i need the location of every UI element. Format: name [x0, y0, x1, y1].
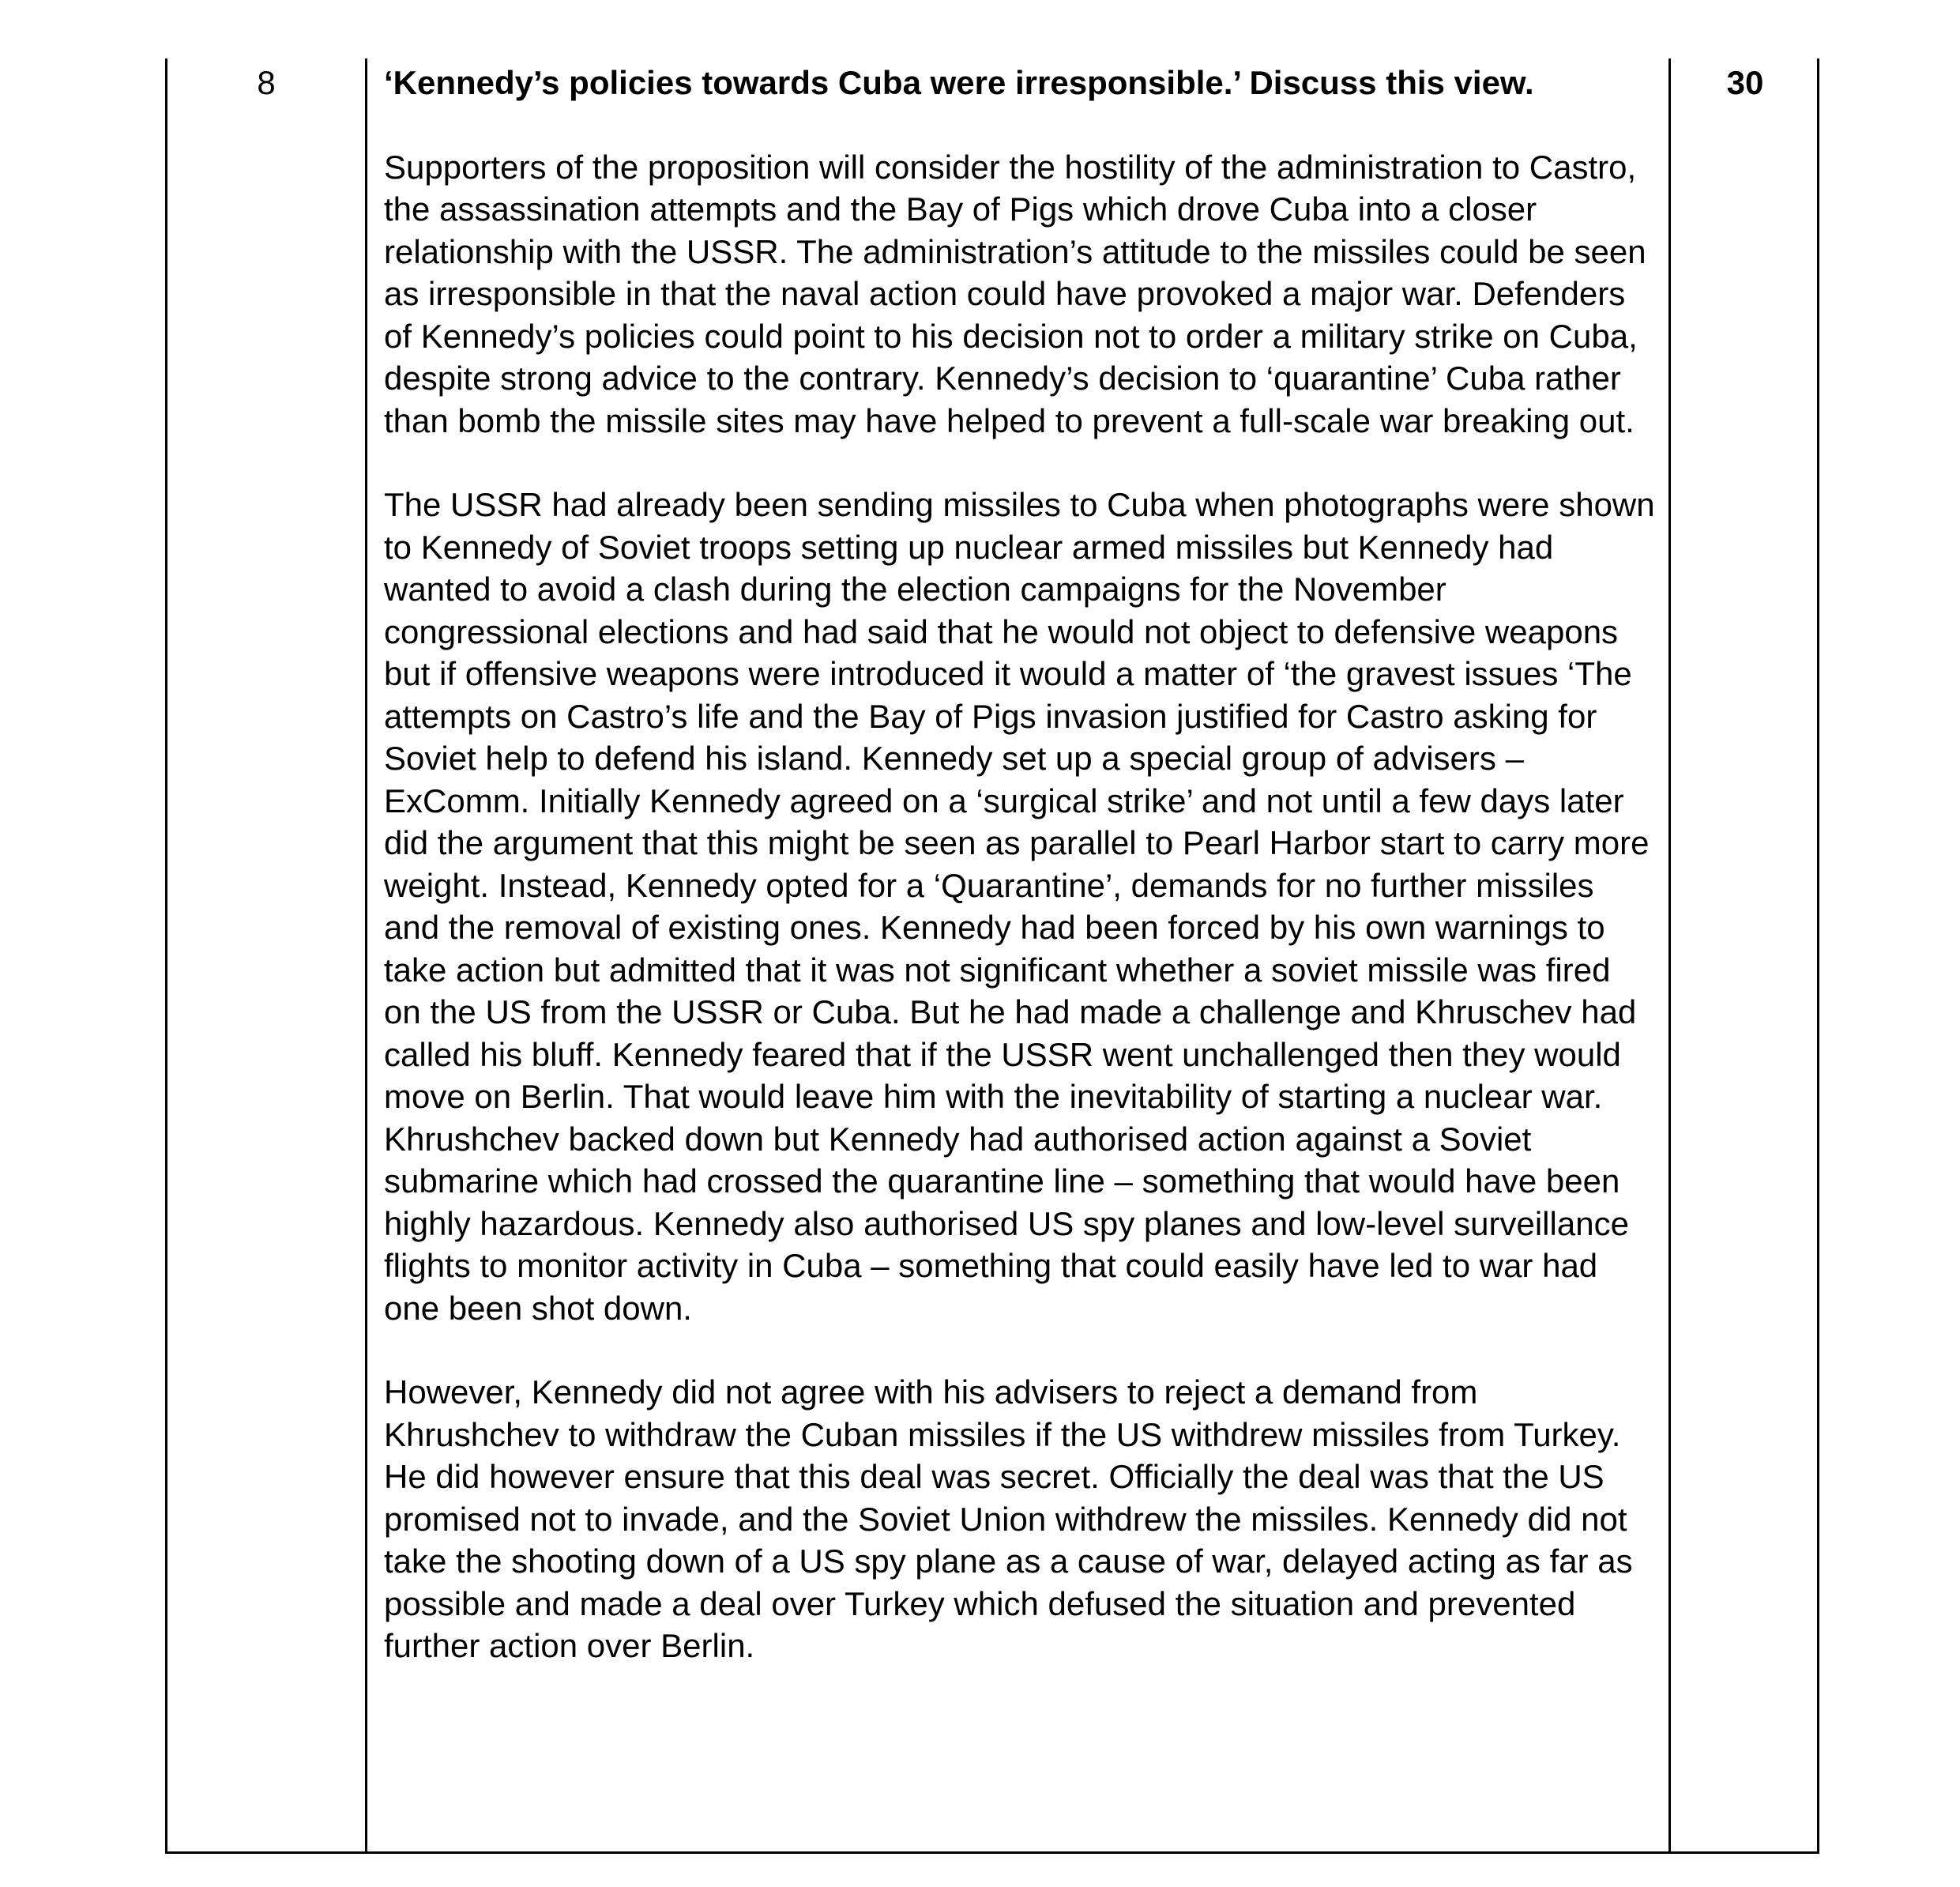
answer-paragraph-1: Supporters of the proposition will consider the hostility of the administration to Castro, the assassination attempts and the Bay of Pigs which drove Cuba into a closer relationship with the USSR. The administration’s attitude to the missiles could be seen as irresponsible in that the naval action could have provoked a major war. Defenders of Kennedy’s policies could point to his decision not to order a military strike on Cuba, despite strong advice to the contrary. Kennedy’s decision to ‘quarantine’ Cuba rather than bomb the missile sites may have helped to prevent a full-scale war breaking out. — [384, 148, 1646, 439]
answer-paragraph-2: The USSR had already been sending missiles to Cuba when photographs were shown to Kennedy of Soviet troops setting up nuclear armed missiles but Kennedy had wanted to avoid a clash during the election campaigns for the November congressional elections and had said that he would not object to defensive weapons but if offensive weapons were introduced it would a matter of ‘the gravest issues ‘The attempts on Castro’s life and the Bay of Pigs invasion justified for Castro asking for Soviet help to defend his island. Kennedy set up a special group of advisers – ExComm. Initially Kennedy agreed on a ‘surgical strike’ and not until a few days later did the argument that this might be seen as parallel to Pearl Harbor start to carry more weight. Instead, Kennedy opted for a ‘Quarantine’, demands for no further missiles and the removal of existing ones. Kennedy had been forced by his own warnings to take action but admitted that it was not significant whether a soviet missile was fired on the US from the USSR or Cuba. But he had made a challenge and Khruschev had called his bluff. Kennedy feared that if the USSR went unchallenged then they would move on Berlin. That would leave him with the inevitability of starting a nuclear war. Khrushchev backed down but Kennedy had authorised action against a Soviet submarine which had crossed the quarantine line – something that would have been highly hazardous. Kennedy also authorised US spy planes and low-level surveillance flights to monitor activity in Cuba – something that could easily have led to war had one been shot down. — [384, 486, 1655, 1327]
mark-scheme-table — [165, 58, 1819, 1854]
column-divider — [1668, 58, 1671, 1851]
answer-paragraph-3: However, Kennedy did not agree with his advisers to reject a demand from Khrushchev to withdraw the Cuban missiles if the US withdrew missiles from Turkey. He did however ensure that this deal was secret. Officially the deal was that the US promised not to invade, and the Soviet Union withdrew the missiles. Kennedy did not take the shooting down of a US spy plane as a cause of war, delayed acting as far as possible and made a deal over Turkey which defused the situation and prevented further action over Berlin. — [384, 1373, 1633, 1664]
question-title: ‘Kennedy’s policies towards Cuba were irresponsible.’ Discuss this view. — [384, 64, 1534, 101]
column-divider — [365, 58, 367, 1851]
question-number: 8 — [257, 64, 276, 101]
answer-cell — [384, 62, 1656, 1667]
question-marks: 30 — [1726, 64, 1764, 101]
